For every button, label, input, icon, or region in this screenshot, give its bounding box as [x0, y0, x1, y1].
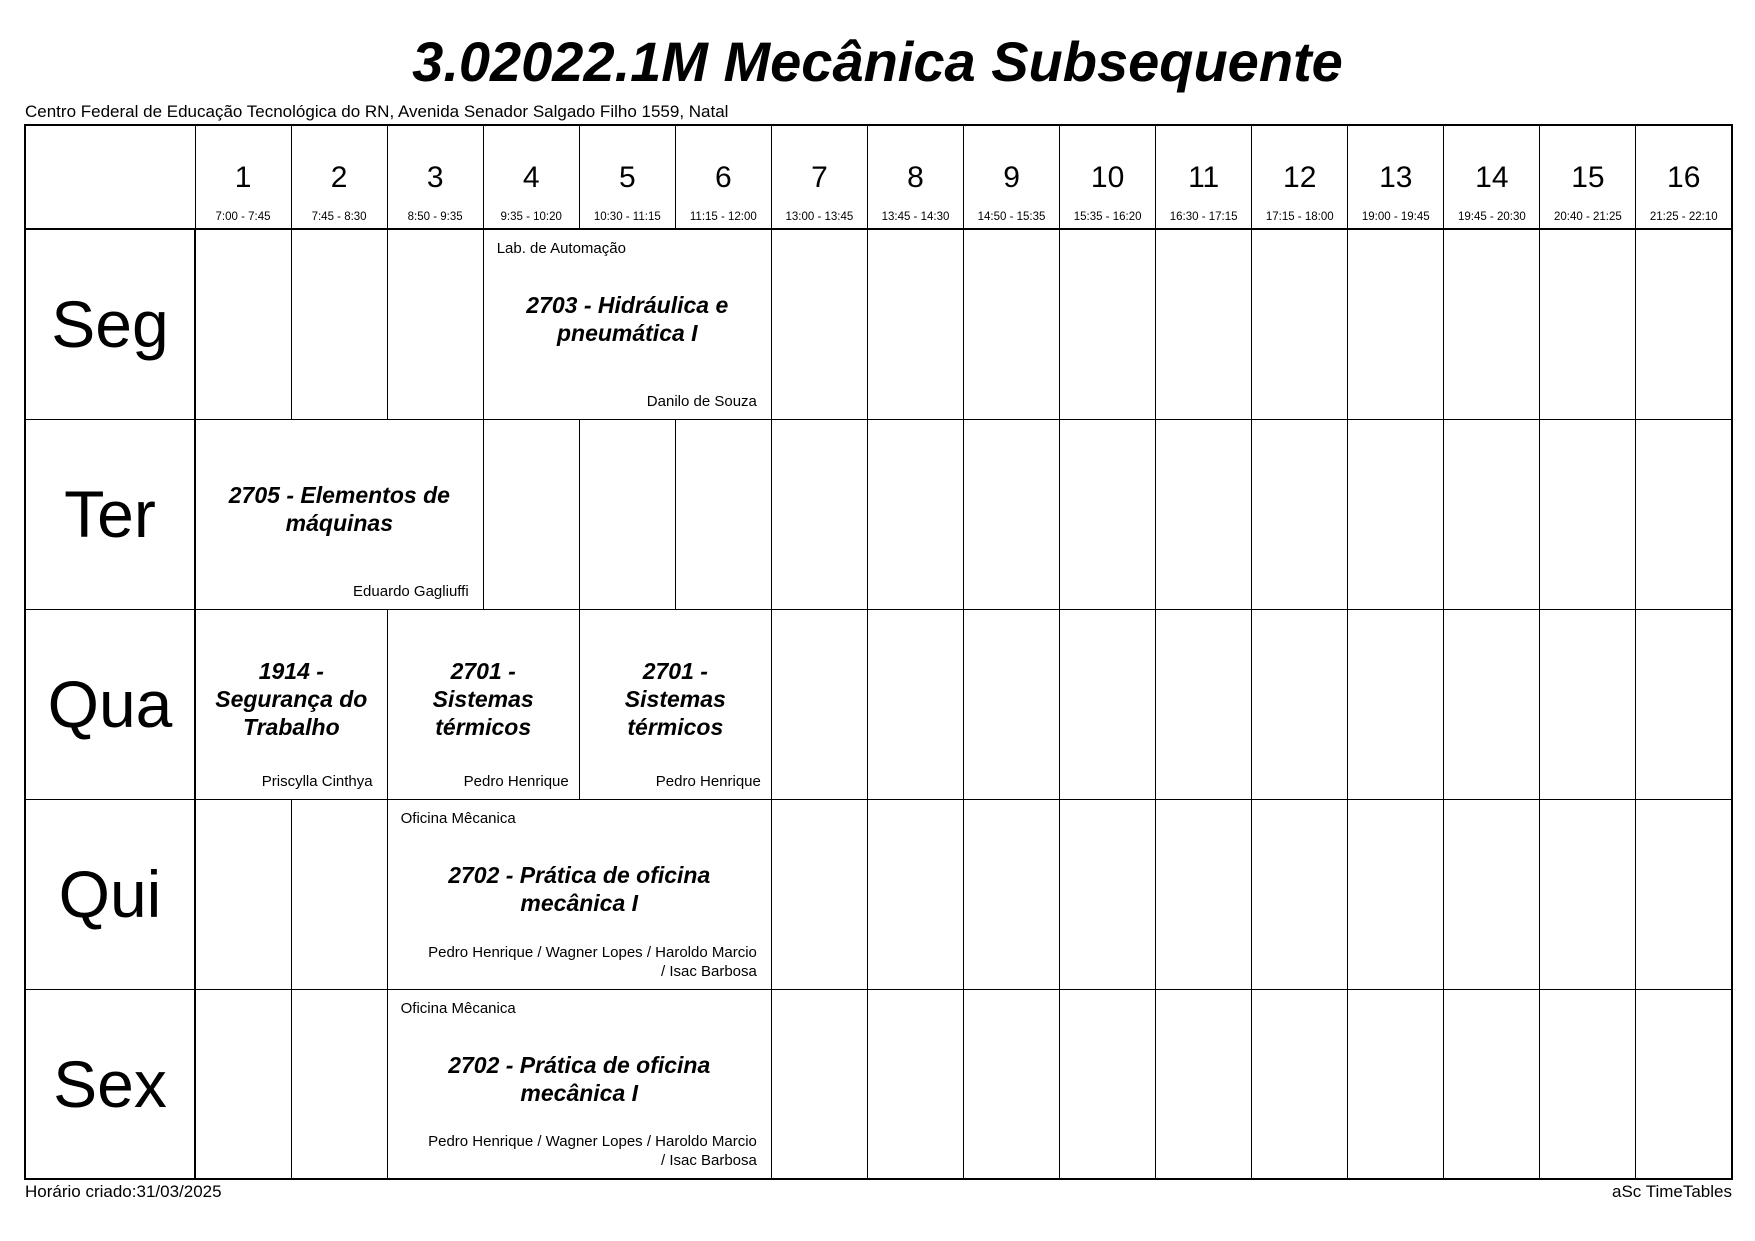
lesson-teacher: Eduardo Gagliuffi	[353, 582, 469, 600]
lesson-teacher: Pedro Henrique	[655, 772, 761, 790]
creation-date: Horário criado:31/03/2025	[25, 1182, 222, 1201]
empty-slot	[1636, 609, 1732, 799]
period-header	[1636, 125, 1732, 229]
empty-slot	[867, 609, 963, 799]
period-number: 4	[522, 161, 540, 194]
empty-slot	[1156, 419, 1252, 609]
empty-slot	[1540, 229, 1636, 419]
period-time: 16:30 - 17:15	[1169, 211, 1238, 223]
timetable-grid	[24, 124, 1733, 1180]
period-time: 7:45 - 8:30	[311, 211, 367, 223]
empty-slot	[1348, 799, 1444, 989]
period-time: 19:00 - 19:45	[1361, 211, 1430, 223]
empty-slot	[1060, 229, 1156, 419]
day-row-sex	[25, 989, 1732, 1179]
period-header	[1060, 125, 1156, 229]
period-time: 19:45 - 20:30	[1457, 211, 1526, 223]
empty-slot	[579, 419, 675, 609]
empty-slot	[1348, 419, 1444, 609]
period-time: 17:15 - 18:00	[1265, 211, 1334, 223]
period-number: 12	[1283, 161, 1317, 194]
day-label: Ter	[25, 419, 195, 609]
empty-slot	[1156, 799, 1252, 989]
period-number: 11	[1188, 161, 1220, 194]
empty-slot	[1252, 229, 1348, 419]
period-number: 14	[1475, 161, 1509, 194]
period-header	[195, 125, 291, 229]
empty-slot	[771, 609, 867, 799]
lesson-teacher: Pedro Henrique / Wagner Lopes / Haroldo Marcio / Isac Barbosa	[428, 1133, 757, 1169]
period-time: 10:30 - 11:15	[593, 211, 661, 223]
empty-slot	[1540, 799, 1636, 989]
period-header	[1540, 125, 1636, 229]
lesson-teacher: Pedro Henrique	[463, 772, 569, 790]
period-number: 15	[1571, 161, 1605, 194]
day-row-qui	[25, 799, 1732, 989]
software-credit: aSc TimeTables	[1612, 1182, 1732, 1201]
period-time: 7:00 - 7:45	[215, 211, 271, 223]
page-title: 3.02022.1M Mecânica Subsequente	[412, 30, 1343, 93]
empty-slot	[1156, 229, 1252, 419]
empty-slot	[1444, 419, 1540, 609]
empty-slot	[1540, 419, 1636, 609]
day-row-ter	[25, 419, 1732, 609]
lesson-subject: 2702 - Prática de oficina mecânica I	[448, 1051, 711, 1106]
empty-slot	[483, 419, 579, 609]
empty-slot	[1252, 799, 1348, 989]
empty-slot	[1252, 419, 1348, 609]
lesson-card[interactable]	[387, 609, 579, 799]
day-row-seg	[25, 229, 1732, 419]
empty-slot	[1444, 799, 1540, 989]
period-time: 9:35 - 10:20	[500, 211, 562, 223]
empty-slot	[771, 229, 867, 419]
lesson-card[interactable]	[579, 609, 771, 799]
empty-slot	[195, 229, 291, 419]
lesson-subject: 2705 - Elementos de máquinas	[228, 482, 450, 536]
period-time: 21:25 - 22:10	[1649, 211, 1718, 223]
period-header	[1444, 125, 1540, 229]
period-time: 13:45 - 14:30	[881, 211, 950, 223]
empty-slot	[1348, 229, 1444, 419]
empty-slot	[867, 229, 963, 419]
period-number: 6	[715, 161, 732, 194]
empty-slot	[1060, 799, 1156, 989]
empty-slot	[964, 419, 1060, 609]
lesson-teacher: Danilo de Souza	[646, 392, 757, 410]
empty-slot	[675, 419, 771, 609]
empty-slot	[1444, 989, 1540, 1179]
period-header	[771, 125, 867, 229]
empty-slot	[964, 609, 1060, 799]
period-header	[675, 125, 771, 229]
period-number: 16	[1667, 161, 1701, 194]
period-header	[1252, 125, 1348, 229]
lesson-subject: 2701 - Sistemas térmicos	[624, 658, 726, 740]
institution-address: Centro Federal de Educação Tecnológica do RN, Avenida Senador Salgado Filho 1559, Natal	[25, 102, 729, 121]
empty-slot	[867, 799, 963, 989]
corner-cell	[25, 125, 195, 229]
empty-slot	[1636, 799, 1732, 989]
empty-slot	[1060, 609, 1156, 799]
period-header	[1348, 125, 1444, 229]
lesson-card[interactable]	[483, 229, 771, 419]
empty-slot	[1540, 609, 1636, 799]
period-number: 10	[1090, 161, 1125, 194]
empty-slot	[291, 799, 387, 989]
empty-slot	[387, 229, 483, 419]
period-header	[579, 125, 675, 229]
empty-slot	[1252, 609, 1348, 799]
empty-slot	[1636, 229, 1732, 419]
empty-slot	[867, 989, 963, 1179]
lesson-card[interactable]	[387, 989, 771, 1179]
empty-slot	[1444, 609, 1540, 799]
period-header	[387, 125, 483, 229]
day-row-qua	[25, 609, 1732, 799]
lesson-subject: 2702 - Prática de oficina mecânica I	[448, 862, 711, 916]
lesson-card[interactable]	[195, 419, 483, 609]
lesson-card[interactable]	[387, 799, 771, 989]
empty-slot	[1060, 989, 1156, 1179]
empty-slot	[964, 799, 1060, 989]
period-number: 5	[618, 161, 636, 194]
empty-slot	[964, 229, 1060, 419]
period-header	[964, 125, 1060, 229]
empty-slot	[867, 419, 963, 609]
empty-slot	[1156, 609, 1252, 799]
period-time: 11:15 - 12:00	[689, 211, 757, 223]
period-time: 15:35 - 16:20	[1073, 211, 1142, 223]
period-time: 14:50 - 15:35	[977, 211, 1046, 223]
period-number: 13	[1379, 161, 1413, 194]
period-number: 8	[907, 161, 924, 194]
empty-slot	[1060, 419, 1156, 609]
lesson-subject: 2703 - Hidráulica e pneumática I	[526, 292, 729, 347]
empty-slot	[964, 989, 1060, 1179]
lesson-room: Oficina Mêcanica	[400, 999, 516, 1017]
empty-slot	[1636, 419, 1732, 609]
lesson-teacher: Priscylla Cinthya	[261, 772, 373, 790]
period-header-row	[25, 125, 1732, 229]
period-time: 8:50 - 9:35	[407, 211, 463, 223]
empty-slot	[195, 989, 291, 1179]
empty-slot	[1252, 989, 1348, 1179]
empty-slot	[771, 799, 867, 989]
empty-slot	[1348, 609, 1444, 799]
empty-slot	[1444, 229, 1540, 419]
period-time: 13:00 - 13:45	[785, 211, 854, 223]
empty-slot	[1636, 989, 1732, 1179]
period-header	[483, 125, 579, 229]
empty-slot	[771, 989, 867, 1179]
empty-slot	[1156, 989, 1252, 1179]
day-label: Qui	[25, 799, 195, 989]
lesson-room: Oficina Mêcanica	[400, 809, 516, 827]
day-label: Qua	[25, 609, 195, 799]
empty-slot	[771, 419, 867, 609]
day-label: Sex	[25, 989, 195, 1179]
lesson-card[interactable]	[195, 609, 387, 799]
lesson-subject: 2701 - Sistemas térmicos	[432, 658, 534, 740]
period-number: 9	[1003, 161, 1020, 194]
lesson-subject: 1914 - Segurança do Trabalho	[215, 658, 368, 740]
lesson-teacher: Pedro Henrique / Wagner Lopes / Haroldo Marcio / Isac Barbosa	[428, 943, 757, 980]
lesson-room: Lab. de Automação	[496, 240, 626, 257]
empty-slot	[195, 799, 291, 989]
day-label: Seg	[25, 229, 195, 419]
period-header	[1156, 125, 1252, 229]
period-header	[291, 125, 387, 229]
period-number: 1	[234, 161, 252, 194]
empty-slot	[291, 229, 387, 419]
empty-slot	[1540, 989, 1636, 1179]
empty-slot	[291, 989, 387, 1179]
empty-slot	[1348, 989, 1444, 1179]
period-number: 3	[426, 161, 444, 194]
period-number: 2	[330, 161, 348, 194]
period-header	[867, 125, 963, 229]
period-time: 20:40 - 21:25	[1554, 211, 1622, 223]
period-number: 7	[811, 161, 828, 194]
